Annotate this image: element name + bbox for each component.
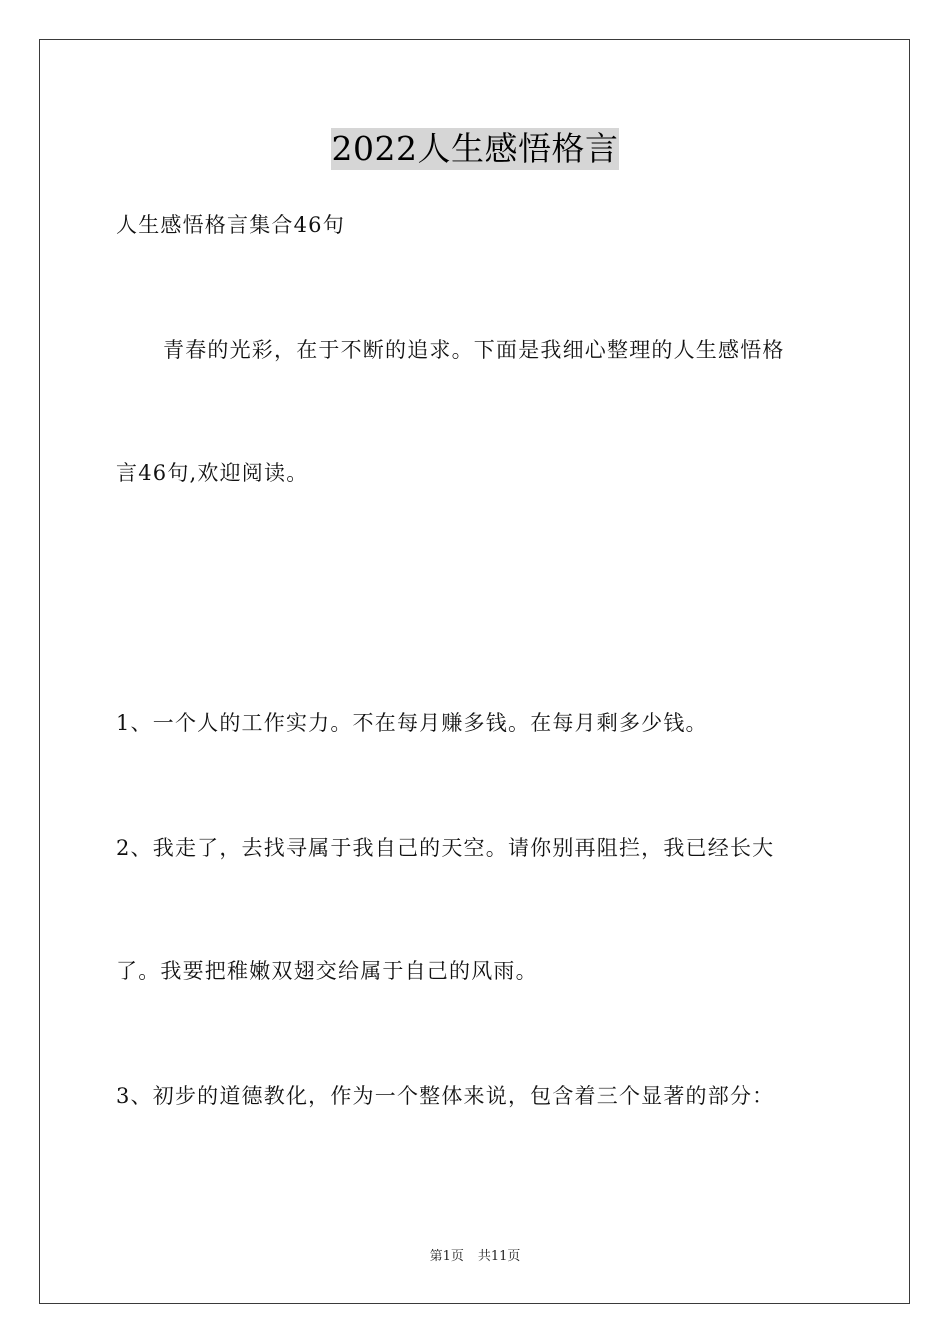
document-title: 2022人生感悟格言 xyxy=(331,129,619,168)
list-item-2-line-1: 2、我走了，去找寻属于我自己的天空。请你别再阻拦，我已经长大 xyxy=(116,836,775,860)
page-footer xyxy=(0,1248,950,1266)
title-container xyxy=(0,128,950,170)
intro-paragraph-line-2: 言46句,欢迎阅读。 xyxy=(116,461,309,485)
list-item-3: 3、初步的道德教化，作为一个整体来说，包含着三个显著的部分： xyxy=(116,1084,775,1108)
document-subtitle: 人生感悟格言集合46句 xyxy=(116,213,345,237)
intro-paragraph-line-1: 青春的光彩，在于不断的追求。下面是我细心整理的人生感悟格 xyxy=(163,338,785,362)
total-pages-indicator: 共11页 xyxy=(477,1249,521,1264)
list-item-1: 1、一个人的工作实力。不在每月赚多钱。在每月剩多少钱。 xyxy=(116,711,708,735)
current-page-indicator: 第1页 xyxy=(429,1249,464,1264)
list-item-2-line-2: 了。我要把稚嫩双翅交给属于自己的风雨。 xyxy=(116,959,538,983)
